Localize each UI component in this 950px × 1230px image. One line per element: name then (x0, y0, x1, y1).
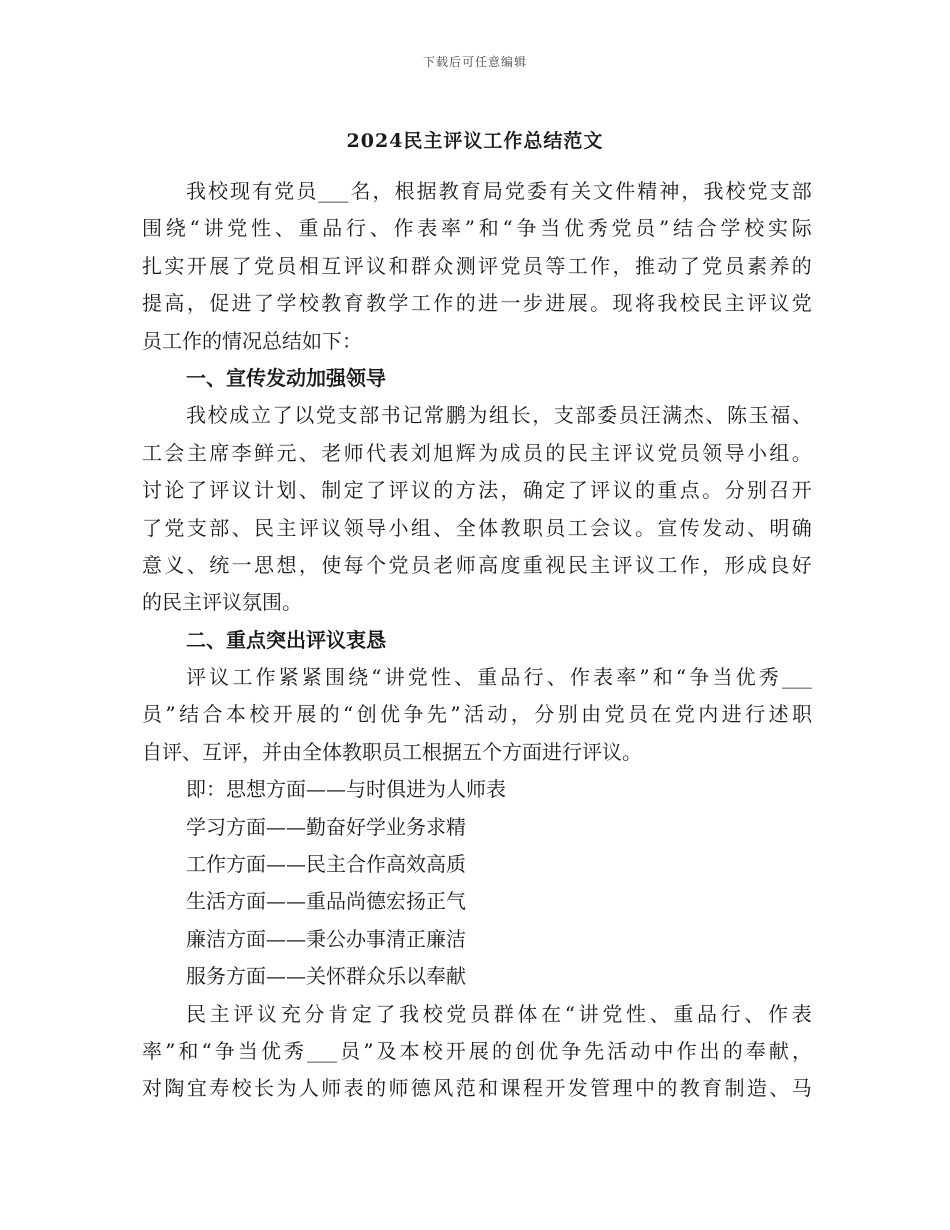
text-line: 工 会 主 席 李 鲜 元 、 老 师 代 表 刘 旭 辉 为 成 员 的 民 主 评 议 党 员 领 导 小 组 。 (142, 440, 812, 465)
text-line: 了 党 支 部 、 民 主 评 议 领 导 小 组 、 全 体 教 职 员 工 会 议 。 宣 传 发 动 、 明 确 (142, 515, 812, 540)
text-line: 员 ” 结 合 本 校 开 展 的 “ 创 优 争 先 ” 活 动 ， 分 别 由 党 员 在 党 内 进 行 述 职 (142, 702, 812, 727)
text-line: 学习方面——勤奋好学业务求精 (186, 814, 466, 839)
text-line: 自评、互评，并由全体教职员工根据五个方面进行评议。 (142, 739, 642, 764)
text-line: 围 绕 “ 讲 党 性 、 重 品 行 、 作 表 率 ” 和 “ 争 当 优 秀 党 员 ” 结 合 学 校 实 际 (142, 216, 812, 241)
text-line: 讨 论 了 评 议 计 划 、 制 定 了 评 议 的 方 法 ， 确 定 了 评 议 的 重 点 。 分 别 召 开 (142, 478, 812, 503)
text-line: 我 校 成 立 了 以 党 支 部 书 记 常 鹏 为 组 长 ， 支 部 委 员 汪 满 杰 、 陈 玉 福 、 (186, 403, 812, 428)
text-line: 评 议 工 作 紧 紧 围 绕 “ 讲 党 性 、 重 品 行 、 作 表 率 ” 和 “ 争 当 优 秀 ___ (186, 665, 812, 690)
text-line: 的民主评议氛围。 (142, 590, 302, 615)
text-line: 服务方面——关怀群众乐以奉献 (186, 964, 466, 989)
text-line: 工作方面——民主合作高效高质 (186, 852, 466, 877)
page-header: 下载后可任意编辑 (422, 55, 527, 69)
section-heading: 二、重点突出评议衷恳 (186, 627, 386, 652)
text-line: 即：思想方面——与时俱进为人师表 (186, 777, 506, 802)
text-line: 率 ” 和 “ 争 当 优 秀 ___ 员 ” 及 本 校 开 展 的 创 优 争 先 活 动 中 作 出 的 奉 献 ， (142, 1038, 812, 1063)
section-heading: 一、宣传发动加强领导 (186, 365, 386, 390)
text-line: 廉洁方面——秉公办事清正廉洁 (186, 926, 466, 951)
text-line: 员工作的情况总结如下： (142, 328, 362, 353)
text-line: 生活方面——重品尚德宏扬正气 (186, 889, 466, 914)
document-title: 2024民主评议工作总结范文 (346, 130, 604, 152)
text-line: 提 高 ， 促 进 了 学 校 教 育 教 学 工 作 的 进 一 步 进 展 。 现 将 我 校 民 主 评 议 党 (142, 291, 812, 316)
text-line: 对 陶 宜 寿 校 长 为 人 师 表 的 师 德 风 范 和 课 程 开 发 管 理 中 的 教 育 制 造 、 马 (142, 1076, 812, 1101)
text-line: 我 校 现 有 党 员 ___ 名 ， 根 据 教 育 局 党 委 有 关 文 件 精 神 ， 我 校 党 支 部 (186, 179, 812, 203)
document-body (142, 173, 812, 1108)
text-line: 扎 实 开 展 了 党 员 相 互 评 议 和 群 众 测 评 党 员 等 工 作 ， 推 动 了 党 员 素 养 的 (142, 253, 812, 278)
text-line: 民 主 评 议 充 分 肯 定 了 我 校 党 员 群 体 在 “ 讲 党 性 、 重 品 行 、 作 表 (186, 1001, 812, 1026)
text-line: 意 义 、 统 一 思 想 ， 使 每 个 党 员 老 师 高 度 重 视 民 主 评 议 工 作 ， 形 成 良 好 (142, 552, 812, 577)
